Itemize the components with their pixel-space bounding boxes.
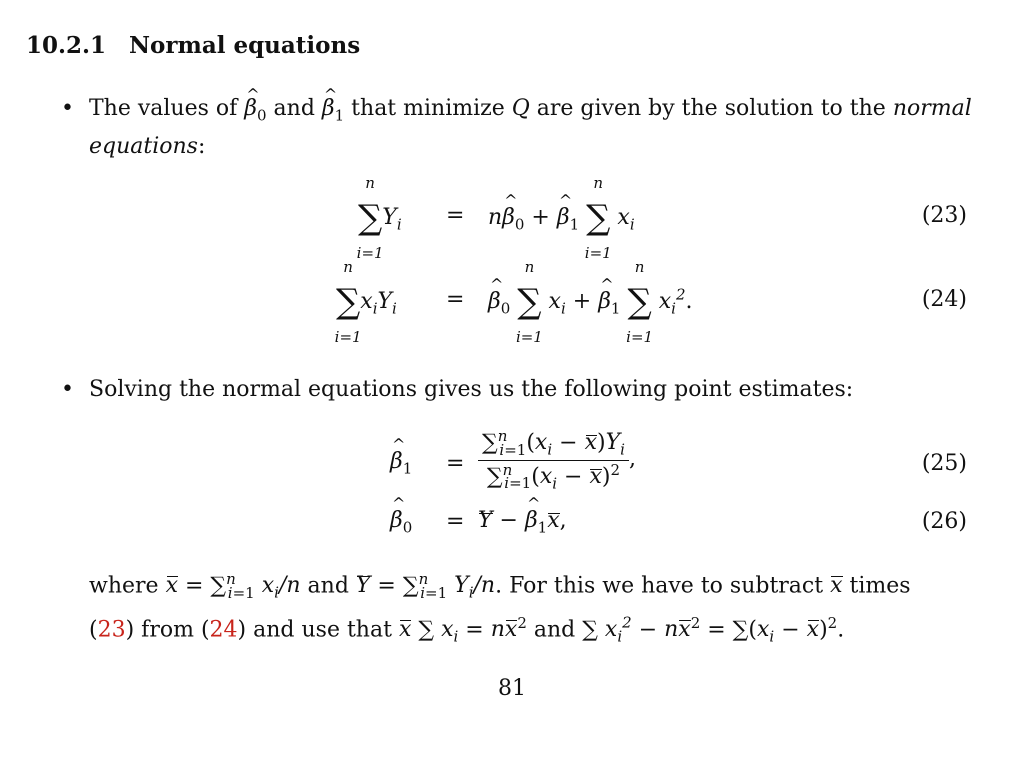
emph-equations: equations bbox=[89, 134, 198, 160]
equation-ref-23[interactable]: 23 bbox=[97, 617, 126, 643]
explanation-paragraph: where x = ∑$^n_{i=1}$ $x_i/n$ and Y = ∑$^n_{i=1}$ $Y_i/n$. For this we have to subtract x times (23) from (24) and use that x ∑ $x_i = nx^2$ and ∑ $x_i^2 - nx^2 = \sum(x_i - x)^2$. bbox=[89, 570, 911, 646]
bullet-dot: • bbox=[61, 377, 74, 402]
equation-label-24: (24) bbox=[921, 287, 967, 312]
section-title: Normal equations bbox=[129, 32, 361, 59]
section-heading bbox=[26, 32, 360, 59]
equation-25: ^ $\beta_1$ bbox=[390, 449, 412, 477]
bullet-normal-equations: • The values of ^ $\beta_0$ and ^ $\beta_1$ that minimize Q are given by the solution to the normal equations: bbox=[89, 93, 989, 162]
page: 10.2.1 Normal equations • The values of ^ $\beta_0$ and ^ $\beta_1$ that minimize Q are given by the solution to the normal equations: n ∑ i=1 $Y_i$ = n^ $\beta_0$ + ^ $\beta_1$ n ∑ i=1 $x_i$ (23) n ∑ i=1 $x_iY_i$ = ^ $\beta_0$ n ∑ i=1 $x_i$ + ^ $\beta_1$ n ∑ i=1 $x_i^2$. (24) • Solving the normal equations gives us the following point estimates: ^ $\beta_1$ = $\frac{\sum^n_{i=1}(x_i - x)Y_i}{\sum^n_{i=1}(x_i - x)^2}$ , (25) ^ $\beta_0$ = Y − ^ $\beta_1x$, (26) where x = ∑$^n_{i=1}$ $x_i/n$ and Y = ∑$^n_{i=1}$ $Y_i/n$. For this we have to subtract x times (23) from (24) and use that x ∑ $x_i = nx^2$ and ∑ $x_i^2 - nx^2 = \sum(x_i - x)^2$. 81 bbox=[0, 0, 1024, 771]
equation-label-26: (26) bbox=[921, 509, 967, 534]
emph-normal: normal bbox=[892, 96, 972, 121]
section-number: 10.2.1 bbox=[26, 32, 107, 59]
bullet-point-estimates: • Solving the normal equations gives us the following point estimates: bbox=[89, 374, 989, 405]
equation-23: n ∑ i=1 $Y_i$ bbox=[356, 174, 402, 262]
equation-26: ^ $\beta_0$ bbox=[390, 508, 412, 536]
equation-label-25: (25) bbox=[921, 451, 967, 476]
page-number: 81 bbox=[498, 676, 526, 701]
equation-label-23: (23) bbox=[921, 203, 967, 228]
equation-ref-24[interactable]: 24 bbox=[209, 617, 238, 643]
equation-24: n ∑ i=1 $x_iY_i$ bbox=[334, 258, 397, 346]
bullet-dot: • bbox=[61, 96, 74, 121]
